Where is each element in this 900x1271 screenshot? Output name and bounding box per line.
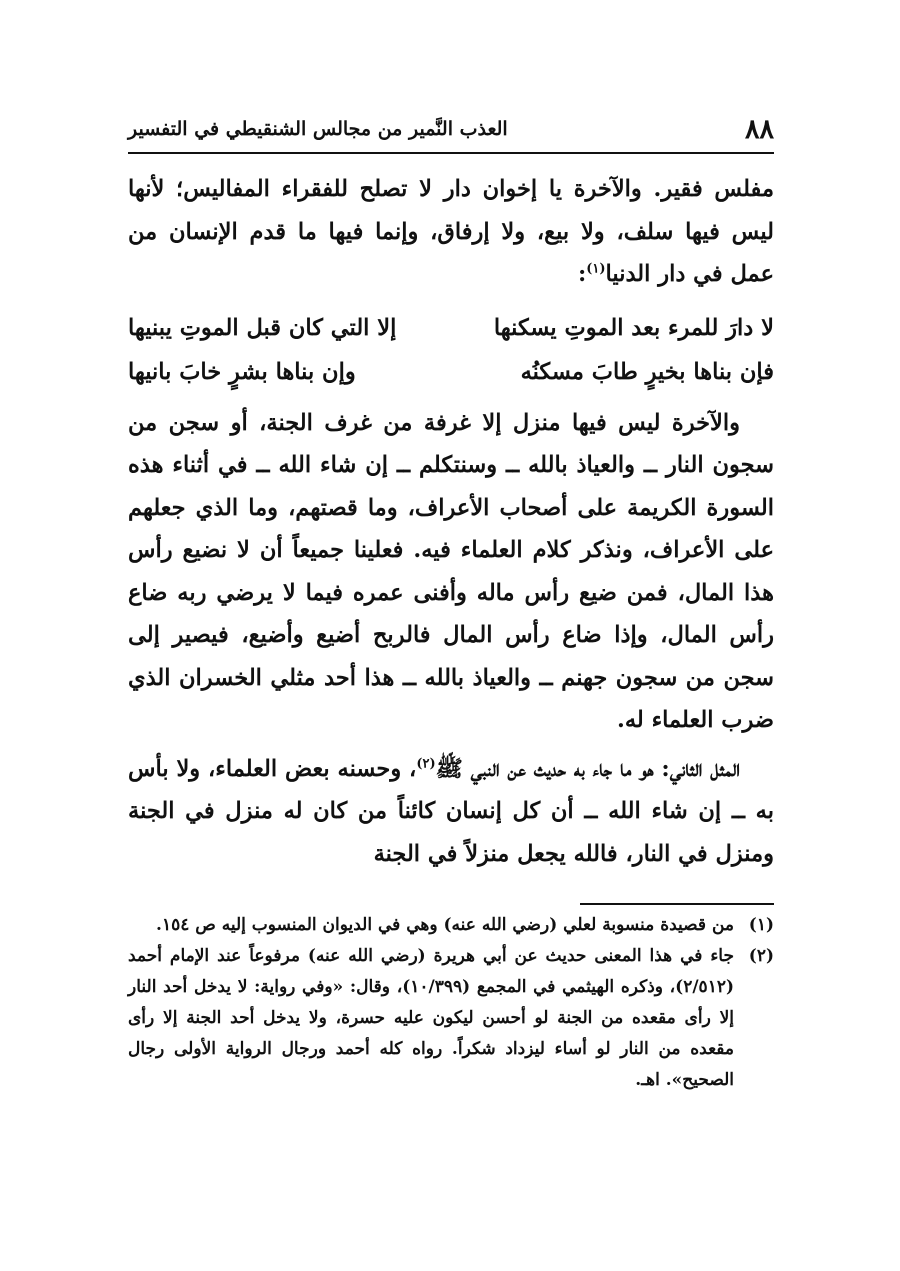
header-rule xyxy=(128,152,774,154)
main-text xyxy=(128,168,774,875)
running-title: العذب النَّمير من مجالس الشنقيطي في التفسير xyxy=(128,118,508,140)
verse-second-hemistich: وإن بناها بشرٍ خابَ بانيها xyxy=(128,358,356,385)
verse-line xyxy=(128,350,774,394)
verse-first-hemistich: لا دارَ للمرء بعد الموتِ يسكنها xyxy=(493,314,774,341)
footnote-1 xyxy=(128,910,774,941)
footnote-text: من قصيدة منسوبة لعلي (رضي الله عنه) وهي في الديوان المنسوب إليه ص ١٥٤. xyxy=(156,915,734,935)
footnote-ref-2: (٢) xyxy=(416,756,436,771)
paragraph-1 xyxy=(128,168,774,296)
paragraph-3 xyxy=(128,748,774,876)
footnote-2 xyxy=(128,941,774,1096)
footnote-text: جاء في هذا المعنى حديث عن أبي هريرة (رضي الله عنه) مرفوعاً عند الإمام أحمد (٢/٥١٢)، وذكره الهيثمي في المجمع (١٠/٣٩٩)، وقال: «وفي رواية: لا يدخل أحد النار إلا رأى مقعده من الجنة لو أحسن ليكون عليه حسرة، ولا يدخل أحد الجنة إلا رأى مقعده من النار لو أساء ليزداد شكراً. رواه كله أحمد ورجال الرواية الأولى رجال الصحيح». اهـ. xyxy=(128,946,734,1090)
paragraph-1-text: مفلس فقير. والآخرة يا إخوان دار لا تصلح للفقراء المفاليس؛ لأنها ليس فيها سلف، ولا بيع، ولا إرفاق، وإنما فيها ما قدم الإنسان من عمل في دار الدنيا xyxy=(128,176,774,287)
footnote-rule xyxy=(580,903,774,905)
verse-second-hemistich: إلا التي كان قبل الموتِ يبنيها xyxy=(128,314,397,341)
footnotes xyxy=(128,910,774,1096)
paragraph-3-rest: ، وحسنه بعض العلماء، ولا بأس به ــ إن شاء الله ــ أن كل إنسان كائناً من كان له منزل في الجنة ومنزل في النار، فالله يجعل منزلاً في الجنة xyxy=(128,755,774,867)
verse-line xyxy=(128,306,774,350)
footnote-ref-1: (١) xyxy=(586,261,606,277)
verse-first-hemistich: فإن بناها بخيرٍ طابَ مسكنُه xyxy=(520,358,774,385)
poem-verses xyxy=(128,306,774,394)
paragraph-1-end: : xyxy=(577,261,587,287)
page-number: ٨٨ xyxy=(744,114,774,145)
paragraph-3-start: المثل الثاني: هو ما جاء به حديث عن النبي ﷺ xyxy=(435,755,740,782)
footnote-number: (٢) xyxy=(748,946,774,966)
paragraph-2: والآخرة ليس فيها منزل إلا غرفة من غرف الجنة، أو سجن من سجون النار ــ والعياذ بالله ــ وسنتكلم ــ إن شاء الله ــ في أثناء هذه السورة الكريمة على أصحاب الأعراف، وما قصتهم، وما الذي جعلهم على الأعراف، ونذكر كلام العلماء فيه. فعلينا جميعاً أن لا نضيع رأس هذا المال، فمن ضيع رأس ماله وأفنى عمره فيما لا يرضي ربه ضاع رأس المال، وإذا ضاع رأس المال فالربح أضيع وأضيع، فيصير إلى سجن من سجون جهنم ــ والعياذ بالله ــ هذا أحد مثلي الخسران الذي ضرب العلماء له. xyxy=(128,409,774,733)
page-header xyxy=(128,112,774,152)
footnote-number: (١) xyxy=(748,915,774,935)
